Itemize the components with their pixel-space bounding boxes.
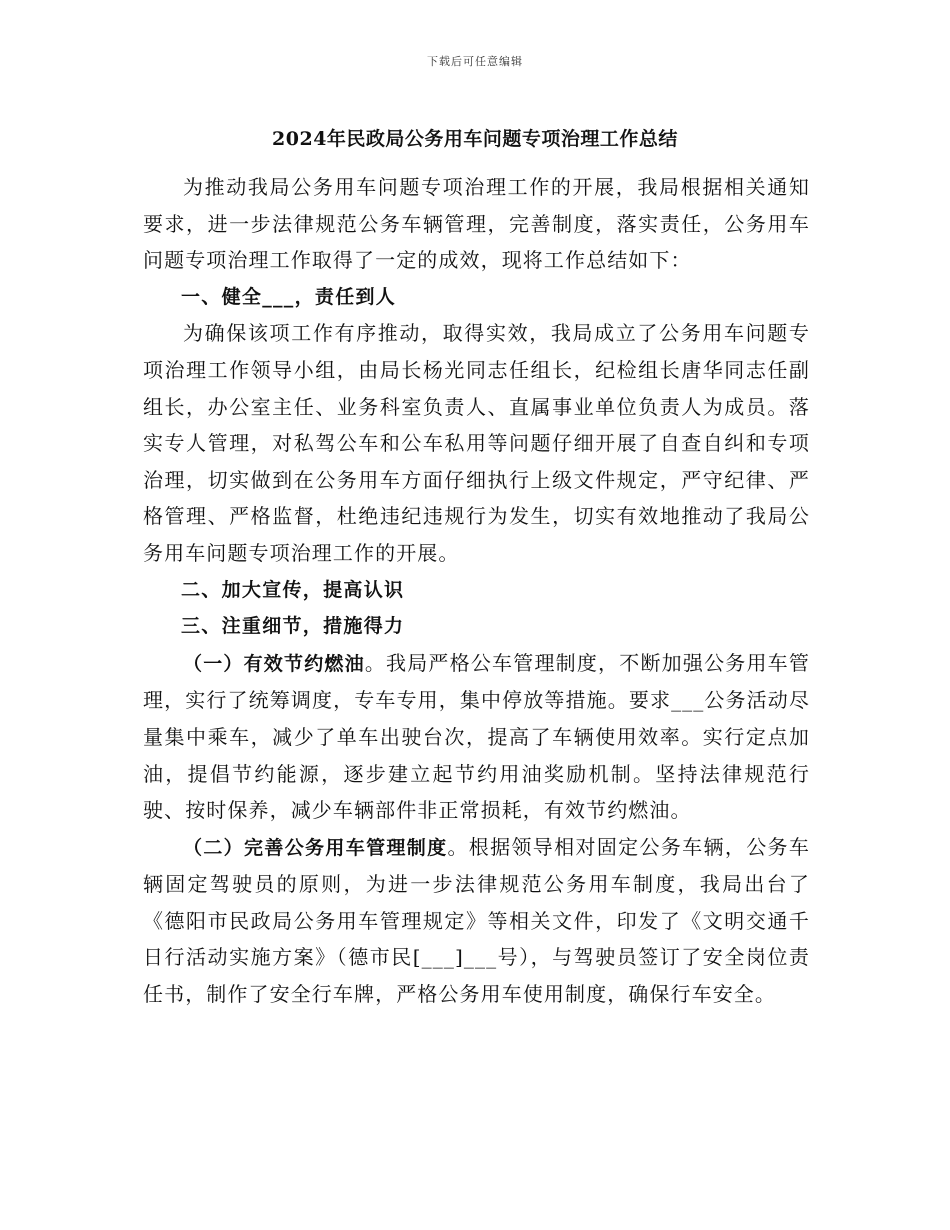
section-1-paragraph: 为确保该项工作有序推动，取得实效，我局成立了公务用车问题专项治理工作领导小组，由局长杨光同志任组长，纪检组长唐华同志任副组长，办公室主任、业务科室负责人、直属事业单位负责人为成员。落实专人管理，对私驾公车和公车私用等问题仔细开展了自查自纠和专项治理，切实做到在公务用车方面仔细执行上级文件规定，严守纪律、严格管理、严格监督，杜绝违纪违规行为发生，切实有效地推动了我局公务用车问题专项治理工作的开展。 <box>143 321 810 565</box>
subsection-2-text: 。根据领导相对固定公务车辆，公务车辆固定驾驶员的原则，为进一步法律规范公务用车制度，我局出台了《德阳市民政局公务用车管理规定》等相关文件，印发了《文明交通千日行活动实施方案》（德市民[___]___号），与驾驶员签订了安全岗位责任书，制作了安全行车牌，严格公务用车使用制度，确保行车安全。 <box>143 834 810 1007</box>
section-heading-3: 三、注重细节，措施得力 <box>181 615 405 638</box>
intro-paragraph: 为推动我局公务用车问题专项治理工作的开展，我局根据相关通知要求，进一步法律规范公务车辆管理，完善制度，落实责任，公务用车问题专项治理工作取得了一定的成效，现将工作总结如下： <box>143 175 810 273</box>
document-body <box>143 169 810 1013</box>
section-heading-1: 一、健全___，责任到人 <box>181 285 397 308</box>
subsection-1-paragraph <box>143 645 810 829</box>
header-note: 下载后可任意编辑 <box>427 55 523 68</box>
subsection-1-title: （一）有效节约燃油 <box>183 652 365 675</box>
section-heading-2: 二、加大宣传，提高认识 <box>181 578 405 601</box>
subsection-2-paragraph <box>143 829 810 1013</box>
subsection-1-text: 。我局严格公车管理制度，不断加强公务用车管理，实行了统筹调度，专车专用，集中停放等措施。要求___公务活动尽量集中乘车，减少了单车出驶台次，提高了车辆使用效率。实行定点加油，提倡节约能源，逐步建立起节约用油奖励机制。坚持法律规范行驶、按时保养，减少车辆部件非正常损耗，有效节约燃油。 <box>143 650 810 823</box>
page-title: 2024年民政局公务用车问题专项治理工作总结 <box>272 128 678 150</box>
subsection-2-title: （二）完善公务用车管理制度 <box>183 836 448 859</box>
